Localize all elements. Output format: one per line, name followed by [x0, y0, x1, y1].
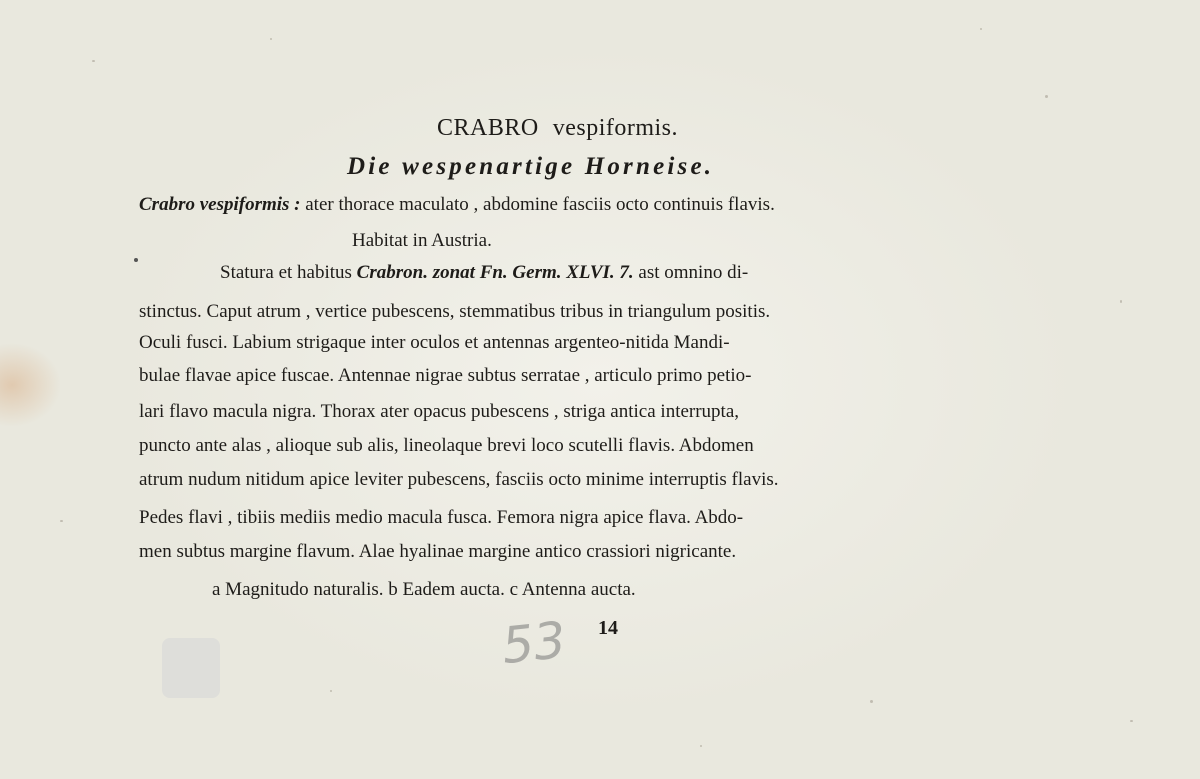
species-title [437, 116, 678, 140]
paper-speck [1120, 300, 1122, 303]
paper-speck [870, 700, 873, 703]
paper-speck [1130, 720, 1133, 722]
description-line: bulae flavae apice fuscae. Antennae nigrae subtus serratae , articulo primo petio- [139, 365, 752, 386]
paper-speck [330, 690, 332, 692]
description-line: Oculi fusci. Labium strigaque inter oculos et antennas argenteo-nitida Mandi- [139, 332, 730, 353]
paper-speck [700, 745, 702, 747]
diagnosis-text: ater thorace maculato , abdomine fasciis octo continuis flavis. [305, 194, 775, 215]
paper-speck [980, 28, 982, 30]
paper-speck [60, 520, 63, 522]
statura-reference: Crabron. zonat Fn. Germ. XLVI. 7. [356, 262, 634, 283]
statura-line [220, 263, 748, 282]
page-number: 14 [598, 617, 618, 639]
description-line: stinctus. Caput atrum , vertice pubescens, stemmatibus tribus in triangulum positis. [139, 301, 771, 322]
species-epithet: vespiformis. [552, 115, 679, 141]
statura-post: ast omnino di- [638, 262, 749, 283]
description-line: puncto ante alas , alioque sub alis, lineolaque brevi loco scutelli flavis. Abdomen [139, 435, 754, 456]
statura-pre: Statura et habitus [220, 262, 352, 283]
faded-stamp-mark [162, 638, 220, 698]
paper-speck [1045, 95, 1048, 98]
description-line: atrum nudum nitidum apice leviter pubescens, fasciis octo minime interruptis flavis. [139, 469, 779, 490]
german-common-name: Die wespenartige Horneise. [347, 153, 715, 180]
paper-speck [92, 60, 95, 62]
description-line: Pedes flavi , tibiis mediis medio macula fusca. Femora nigra apice flava. Abdo- [139, 507, 744, 528]
paper-speck [270, 38, 272, 40]
diagnosis-line [139, 195, 775, 214]
pencil-annotation: 53 [499, 610, 569, 676]
description-line: men subtus margine flavum. Alae hyalinae margine antico crassiori nigricante. [139, 541, 737, 562]
genus-name: CRABRO [437, 115, 539, 141]
description-line: lari flavo macula nigra. Thorax ater opacus pubescens , striga antica interrupta, [139, 401, 740, 422]
habitat-line: Habitat in Austria. [352, 230, 492, 251]
diagnosis-name: Crabro vespiformis : [139, 194, 301, 215]
ink-dot [134, 258, 138, 262]
figure-legend: a Magnitudo naturalis. b Eadem aucta. c Antenna aucta. [212, 579, 636, 600]
